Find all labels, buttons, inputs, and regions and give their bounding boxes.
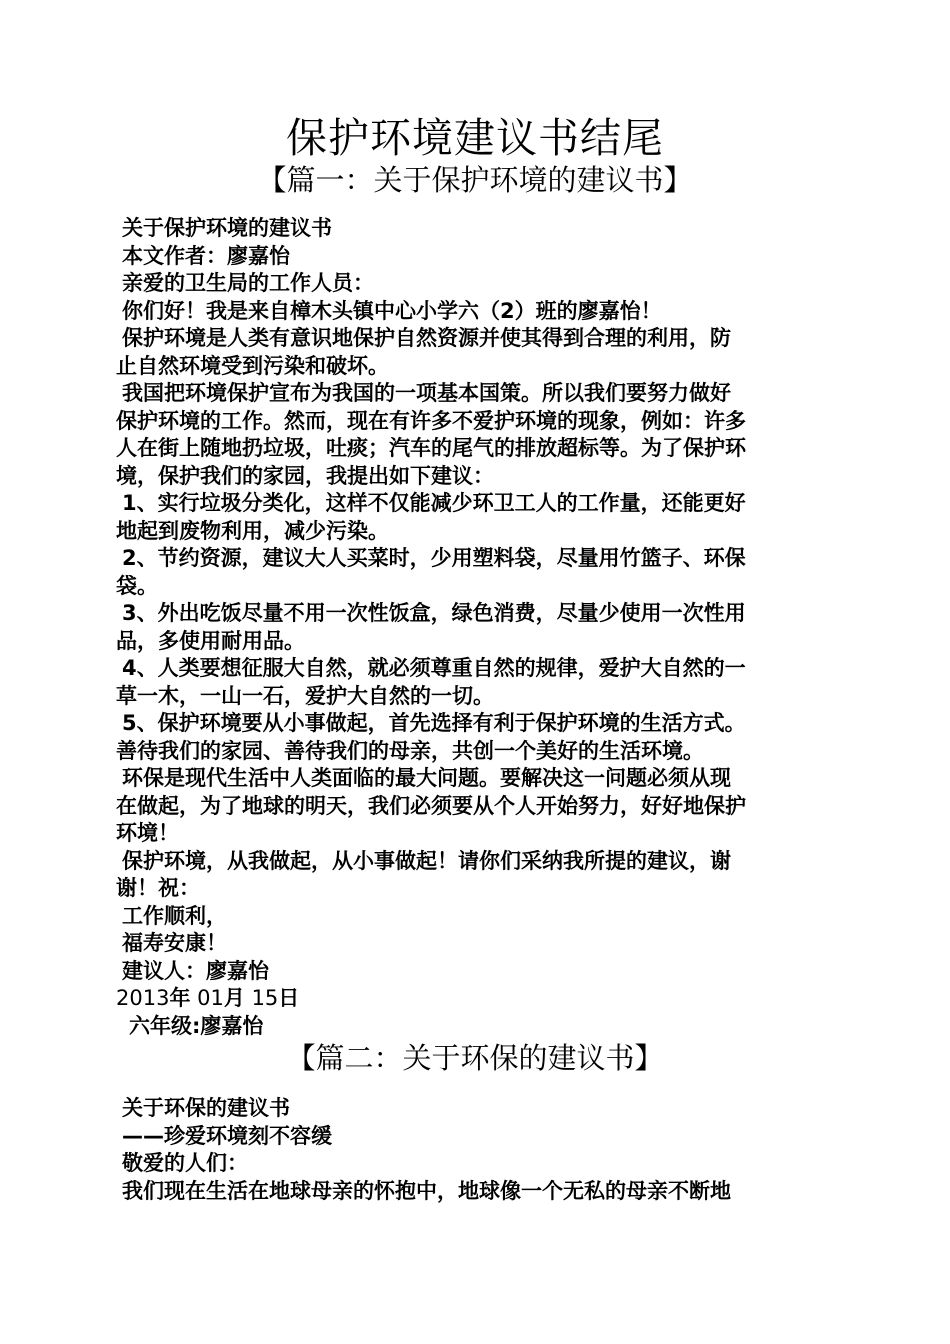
- paragraph-line: 地起到废物利用，减少污染。: [116, 518, 389, 543]
- paragraph-line: 我国把环境保护宣布为我国的一项基本国策。所以我们要努力做好: [122, 381, 731, 405]
- section-1-body: [116, 215, 836, 1040]
- paragraph-line: 工作顺利，: [122, 903, 227, 928]
- paragraph-line: 境，保护我们的家园，我提出如下建议：: [116, 463, 494, 488]
- paragraph-line: 关于环保的建议书: [122, 1096, 290, 1120]
- paragraph-line: 你们好！我是来自樟木头镇中心小学六（2）班的廖嘉怡！: [122, 298, 662, 323]
- date-year-char: 年: [169, 986, 191, 1010]
- section-1-heading: 【篇一：关于保护环境的建议书】: [257, 163, 693, 197]
- paragraph-line: 敬爱的人们：: [122, 1151, 248, 1175]
- paragraph-line: 善待我们的家园、善待我们的母亲，共创一个美好的生活环境。: [116, 738, 704, 763]
- paragraph-line: 4、人类要想征服大自然，就必须尊重自然的规律，爱护大自然的一: [122, 656, 746, 680]
- paragraph-line: 本文作者：廖嘉怡: [122, 243, 290, 268]
- paragraph-line: 环保是现代生活中人类面临的最大问题。要解决这一问题必须从现: [122, 766, 731, 790]
- letter-date: [116, 985, 836, 1013]
- paragraph-line: 5、保护环境要从小事做起，首先选择有利于保护环境的生活方式。: [122, 711, 746, 735]
- paragraph-line: 关于保护环境的建议书: [122, 216, 332, 240]
- paragraph-line: 保护环境，从我做起，从小事做起！请你们采纳我所提的建议，谢: [122, 848, 731, 873]
- paragraph-line: 福寿安康！: [122, 931, 227, 955]
- paragraph-line: 人在街上随地扔垃圾，吐痰；汽车的尾气的排放超标等。为了保护环: [116, 436, 746, 460]
- paragraph-line: 2、节约资源，建议大人买菜时，少用塑料袋，尽量用竹篮子、环保: [122, 546, 746, 570]
- grade-line: 六年级:廖嘉怡: [129, 1013, 264, 1038]
- paragraph-line: 保护环境是人类有意识地保护自然资源并使其得到合理的利用，防: [122, 326, 731, 350]
- section-2-heading: 【篇二：关于环保的建议书】: [286, 1041, 664, 1075]
- document-title: 保护环境建议书结尾: [286, 114, 664, 162]
- paragraph-line: 1、实行垃圾分类化，这样不仅能减少环卫工人的工作量，还能更好: [122, 491, 746, 515]
- paragraph-line: 保护环境的工作。然而，现在有许多不爱护环境的现象，例如：许多: [116, 408, 746, 433]
- paragraph-line: 亲爱的卫生局的工作人员：: [122, 271, 374, 295]
- date-day: 15: [251, 986, 279, 1010]
- paragraph-line: 环境！: [116, 821, 179, 845]
- date-day-char: 日: [278, 986, 300, 1010]
- date-month: 01: [197, 986, 224, 1010]
- section-1-lines: [116, 215, 836, 985]
- date-year: 2013: [116, 986, 170, 1010]
- section-2-lines: [116, 1095, 836, 1205]
- paragraph-line: 袋。: [116, 573, 158, 598]
- paragraph-line: 谢！祝：: [116, 876, 200, 900]
- paragraph-line: 我们现在生活在地球母亲的怀抱中，地球像一个无私的母亲不断地: [122, 1178, 731, 1203]
- paragraph-line: 在做起，为了地球的明天，我们必须要从个人开始努力，好好地保护: [116, 793, 746, 818]
- paragraph-line: 草一木，一山一石，爱护大自然的一切。: [116, 683, 494, 708]
- paragraph-line: 建议人：廖嘉怡: [122, 958, 269, 983]
- paragraph-line: 3、外出吃饭尽量不用一次性饭盒，绿色消费，尽量少使用一次性用: [122, 601, 746, 625]
- date-month-char: 月: [223, 986, 245, 1010]
- paragraph-line: 品，多使用耐用品。: [116, 628, 305, 653]
- paragraph-line: 止自然环境受到污染和破坏。: [116, 353, 389, 378]
- section-2-body: [116, 1095, 836, 1205]
- paragraph-line: ——珍爱环境刻不容缓: [122, 1123, 332, 1148]
